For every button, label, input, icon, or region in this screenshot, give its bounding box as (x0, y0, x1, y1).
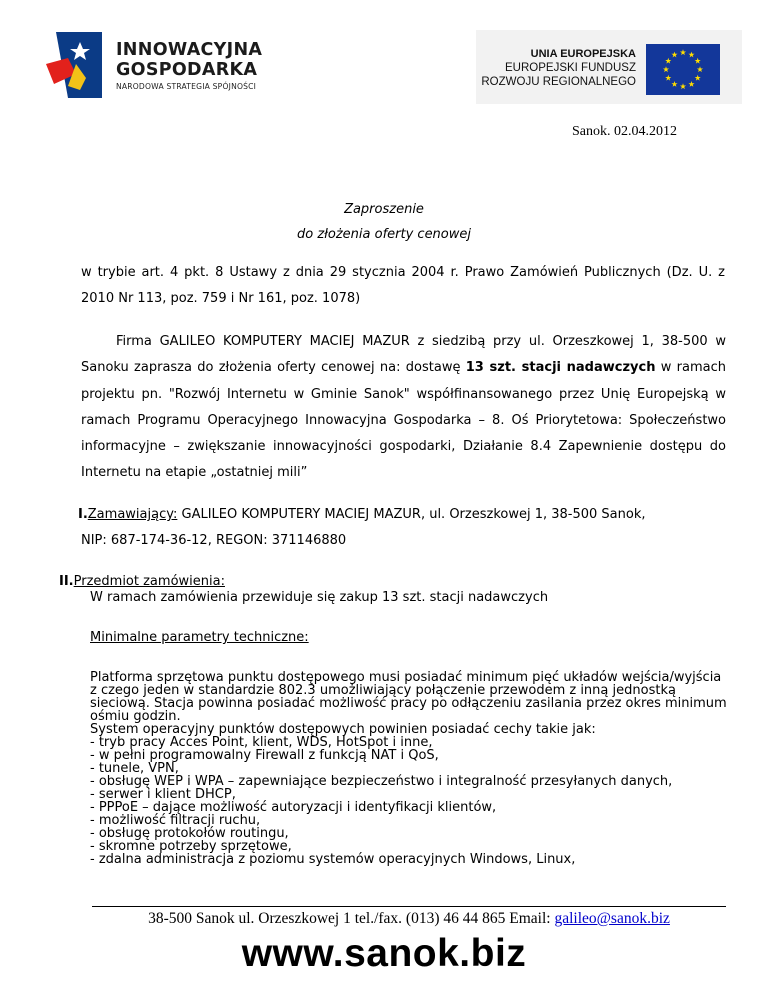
logo-text-fundusz: EUROPEJSKI FUNDUSZ (505, 62, 636, 74)
logo-text-unia: UNIA EUROPEJSKA (530, 48, 636, 60)
section-1-line-1 (78, 507, 646, 522)
tech-params-line: - obsługę WEP i WPA – zapewniające bezpieczeństwo i integralność przesyłanych danych, (90, 774, 673, 789)
intro-line-3: projektu pn. "Rozwój Internetu w Gminie Sanok" współfinansowanego przez Unię Europejską w (81, 387, 726, 402)
document-subtitle: do złożenia oferty cenowej (297, 227, 471, 242)
footer-divider (92, 906, 726, 907)
tech-params-line: sieciową. Stacja powinna posiadać możliwość pracy po odłączeniu zasilania przez okres minimum (90, 696, 727, 711)
intro-line-2-post: w ramach (655, 360, 726, 375)
footer-email-link[interactable]: galileo@sanok.biz (554, 910, 670, 927)
logo-text-strategia: NARODOWA STRATEGIA SPÓJNOŚCI (116, 82, 257, 91)
eu-star-icon (671, 81, 677, 87)
innowacyjna-gospodarka-logo (42, 28, 292, 108)
tech-params-line: - tunele, VPN, (90, 761, 179, 776)
eu-star-icon (665, 58, 671, 64)
tech-params-list (90, 671, 750, 866)
tech-params-heading (90, 630, 309, 645)
section-2-line-1 (59, 574, 225, 589)
logo-text-innowacyjna: INNOWACYJNA (116, 40, 263, 60)
logo-text-gospodarka: GOSPODARKA (116, 60, 258, 80)
footer-website[interactable]: www.sanok.biz (241, 932, 527, 975)
legal-basis-line-2: 2010 Nr 113, poz. 759 i Nr 161, poz. 1078) (81, 291, 361, 306)
document-title: Zaproszenie (344, 202, 424, 217)
intro-line-4: ramach Programu Operacyjnego Innowacyjna Gospodarka – 8. Oś Priorytetowa: Społeczeństwo (81, 413, 726, 428)
intro-line-2 (81, 360, 726, 375)
date-line: Sanok. 02.04.2012 (572, 124, 677, 139)
eu-star-icon (688, 52, 694, 58)
section-1-number: I. (78, 507, 88, 522)
intro-line-2-pre: Sanoku zaprasza do złożenia oferty cenowej na: dostawę (81, 360, 466, 375)
tech-params-line: Platforma sprzętowa punktu dostępowego musi posiadać minimum pięć układów wejścia/wyjścia (90, 670, 722, 685)
eu-star-icon (688, 81, 694, 87)
intro-line-1: Firma GALILEO KOMPUTERY MACIEJ MAZUR z siedzibą przy ul. Orzeszkowej 1, 38-500 w (116, 334, 726, 349)
section-1-heading: Zamawiający: (87, 507, 178, 522)
unia-europejska-logo (476, 30, 742, 104)
tech-params-line: - tryb pracy Acces Point, klient, WDS, HotSpot i inne, (90, 735, 433, 750)
tech-params-line: - w pełni programowalny Firewall z funkcją NAT i QoS, (90, 748, 439, 763)
section-1-line-2: NIP: 687-174-36-12, REGON: 371146880 (81, 533, 347, 548)
tech-params-line: - możliwość filtracji ruchu, (90, 813, 261, 828)
tech-params-line: ośmiu godzin. (90, 709, 181, 724)
eu-star-icon (680, 83, 686, 89)
logo-text-rozwoj: ROZWOJU REGIONALNEGO (481, 76, 636, 88)
eu-flag-icon (646, 44, 720, 95)
eu-star-icon (695, 75, 701, 81)
tech-params-line: z czego jeden w standardzie 802.3 umożliwiający połączenie przewodem z inną jednostką (90, 683, 676, 698)
eu-star-icon (680, 49, 686, 55)
eu-star-icon (665, 75, 671, 81)
tech-params-line: - skromne potrzeby sprzętowe, (90, 839, 292, 854)
footer-address (92, 910, 726, 928)
innowacyjna-gospodarka-emblem-icon (42, 28, 106, 108)
intro-highlight: 13 szt. stacji nadawczych (465, 360, 656, 375)
tech-params-line: - PPPoE – dające możliwość autoryzacji i identyfikacji klientów, (90, 800, 497, 815)
tech-params-line: System operacyjny punktów dostępowych powinien posiadać cechy takie jak: (90, 722, 596, 737)
legal-basis-line-1: w trybie art. 4 pkt. 8 Ustawy z dnia 29 stycznia 2004 r. Prawo Zamówień Publicznych (Dz. U. z (81, 265, 725, 280)
tech-params-line: - zdalna administracja z poziomu systemów operacyjnych Windows, Linux, (90, 852, 576, 867)
footer-address-text: 38-500 Sanok ul. Orzeszkowej 1 tel./fax. (013) 46 44 865 Email: (148, 910, 555, 927)
eu-star-icon (671, 52, 677, 58)
intro-line-5: informacyjne – zwiększanie innowacyjności gospodarki, Działanie 8.4 Zapewnienie dostępu do (81, 439, 726, 454)
eu-star-icon (695, 58, 701, 64)
section-1-contractor: GALILEO KOMPUTERY MACIEJ MAZUR, ul. Orzeszkowej 1, 38-500 Sanok, (177, 507, 646, 522)
section-2-heading: Przedmiot zamówienia: (73, 574, 225, 589)
section-2-description: W ramach zamówienia przewiduje się zakup 13 szt. stacji nadawczych (90, 590, 549, 605)
tech-params-heading-text: Minimalne parametry techniczne: (90, 630, 309, 645)
eu-star-icon (663, 66, 669, 72)
section-2-number: II. (59, 574, 74, 589)
eu-star-icon (697, 66, 703, 72)
tech-params-line: - serwer i klient DHCP, (90, 787, 236, 802)
tech-params-line: - obsługę protokołów routingu, (90, 826, 289, 841)
intro-line-6: Internetu na etapie „ostatniej mili” (81, 465, 308, 480)
